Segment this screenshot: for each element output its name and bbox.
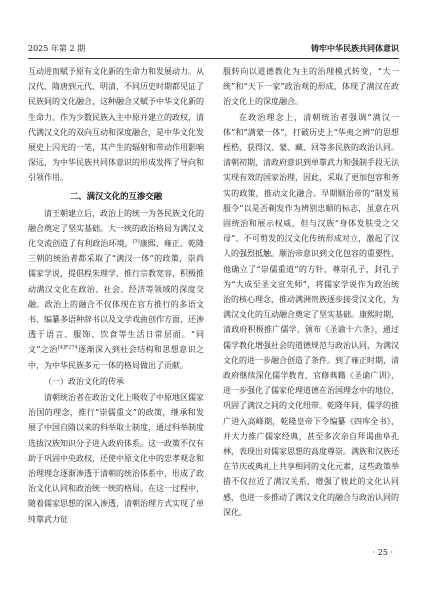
paragraph: 清朝统治者在政治文化上吸收了中原地区儒家治国的理念，推行“崇儒重文”的政策，继承和发展了中国自隋以来的科举取士制度，通过科举制度选拔汉族知识分子进入政府体系。这一政策不仅有助于巩固中央政权，还使中原文化中的忠孝观念和治理理念逐渐渗透于清朝的统治体系中，形成了政治文化认同和政治统一统的格局。在这一过程中，随着儒家思想的深入渗透，清朝治理方式实现了单纯靠武力征	[28, 393, 204, 524]
citation: [4]P274	[57, 344, 78, 351]
paragraph: 服转向以道德教化为主的治理模式转变，“大一统”和“天下一家”政治观的形成，体现了满汉在政治文化上的深度融合。	[223, 67, 399, 107]
page-header	[28, 42, 399, 56]
paragraph: 清王朝建立后，政治上的统一为各民族文化的融合奠定了坚实基础。大一统的政治格局为满汉文化交流创造了有利政治环境。[3]康熙、雍正、乾隆三朝的统治者都采取了“满汉一体”的政策，崇尚儒家学说，提倡程朱理学，推行宗教宽容，积极推动满汉文化在政治、社会、经济等领域的深度交融。政治上的融合不仅体现在官方推行的多语文书、编纂多语种辞书以及文学戏曲创作方面，还渗透于语言、服饰、饮食等生活日常层面。“同文”之治$^{[4]P274}$逐渐深入到社会结构和思想意识之中，为中华民族多元一体的格局做出了贡献。	[28, 208, 205, 370]
paragraph: 在政治理念上，清朝统治者强调“满汉一体”和“满蒙一体”，打破历史上“华夷之辨”的思想桎梏，获得汉、蒙、藏、回等多民族的政治认同。清朝初期，清政府意识到单靠武力和强制手段无法实现有效的国家治理，因此，采取了更加包容和务实的政策，推动文化融合。早期顺治帝的“制发易服令”以是否剃发作为辨别忠顺的标志，虽意在巩固统治和展示权威，但与汉族“身体发肤受之父母”、不可剪发的汉文化传统形成对立，激起了汉人的强烈抵触。顺治帝意识到文化包容的重要性，他确立了“崇儒重道”的方针，尊崇孔子，封孔子为“大成至圣文宣先师”，将儒家学说作为政治统治的核心理念，推动满洲贵族逐步接受汉文化，为满汉文化的互动融合奠定了坚实基础。康熙时期，清政府积极推广儒学，颁布《圣谕十六条》，通过儒学教化增强社会的道德规范与政治认同，为满汉文化的进一步融合创造了条件。到了雍正时期，清政府继续深化儒学教育，官修典籍《圣谕广训》，进一步强化了儒家伦理道德在治国理念中的地位，巩固了满汉之间的文化纽带。乾隆年间，儒学的推广进入高峰期，乾隆皇帝下令编纂《四库全书》，并大力推广儒家经典，甚至多次亲自拜谒曲阜孔林，表现出对儒家思想的高度尊崇。满族和汉族还在节庆或典礼上共享相同的文化元素，这些政策举措不仅拉近了满汉关系，增强了彼此的文化认同感，也进一步推动了满汉文化的融合与政治认同的深化。	[223, 112, 399, 517]
citation: [3]	[132, 238, 140, 245]
subsection-heading: （一）政治文化的传承	[44, 376, 124, 386]
left-column	[28, 64, 204, 527]
paragraph: 互动进而赋予原有文化新的生命力和发展动力。从汉代、隋唐到元代、明清，不同历史时期都见证了民族间的文化融合，这种融合又赋予中华文化新的生命力。作为少数民族入主中原并建立的政权，清代满汉文化的双向互动和深度融合，是中华文化发展史上闪光的一笔，其产生的辐射和带动作用影响深远，为中华民族共同体意识的形成发挥了导向和引领作用。	[28, 67, 204, 183]
journal-title: 铸牢中华民族共同体意识	[311, 44, 399, 53]
right-column	[223, 64, 399, 520]
page-number: · 25 ·	[372, 548, 393, 557]
issue-label: 2025 年第 2 期	[28, 44, 86, 53]
header-rule	[28, 58, 399, 59]
section-heading: 二、满汉文化的互渗交融	[69, 190, 163, 201]
